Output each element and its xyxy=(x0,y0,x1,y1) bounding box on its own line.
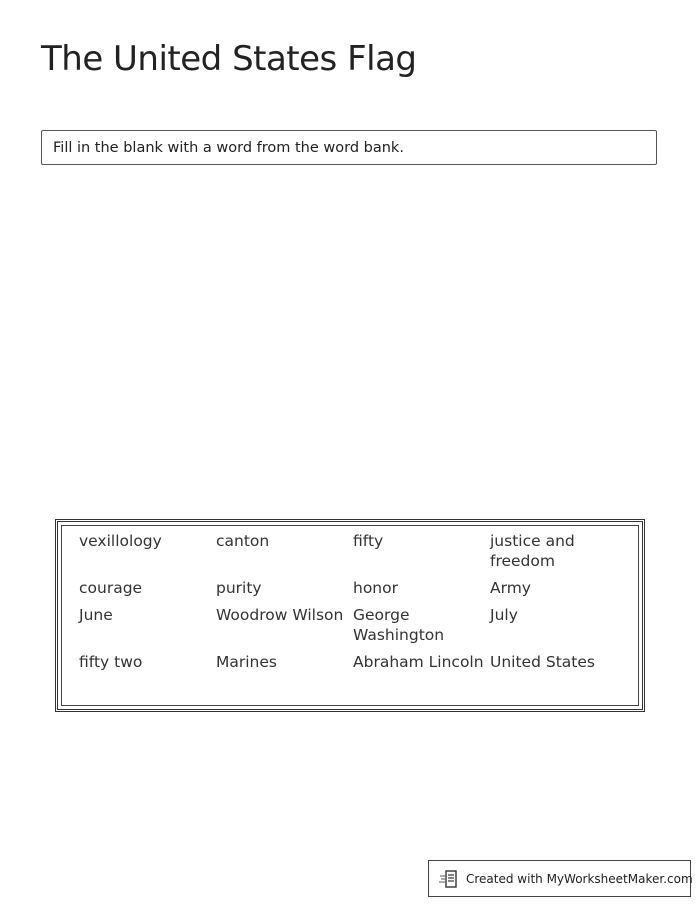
instructions-text: Fill in the blank with a word from the word bank. xyxy=(53,139,404,156)
worksheet-maker-logo-icon xyxy=(438,868,460,890)
word-bank-item: courage xyxy=(79,579,143,597)
word-bank-item: June xyxy=(79,606,113,624)
instructions-box xyxy=(41,130,657,165)
word-bank-item: Woodrow Wilson xyxy=(216,606,344,624)
word-bank-item: vexillology xyxy=(79,532,162,550)
word-bank-item: Marines xyxy=(216,653,277,671)
created-with-badge[interactable] xyxy=(428,860,691,897)
word-bank-item: July xyxy=(490,606,518,624)
word-bank-grid xyxy=(79,531,629,672)
word-bank-item: United States xyxy=(490,653,595,671)
word-bank-item: purity xyxy=(216,579,262,597)
word-bank-item: canton xyxy=(216,532,270,550)
page-title: The United States Flag xyxy=(41,39,417,79)
word-bank xyxy=(55,519,645,712)
word-bank-item: justice and freedom xyxy=(490,532,575,570)
word-bank-item: Abraham Lincoln xyxy=(353,653,484,671)
word-bank-item: honor xyxy=(353,579,398,597)
word-bank-item: fifty xyxy=(353,532,384,550)
word-bank-item: Army xyxy=(490,579,531,597)
created-with-credit[interactable]: Created with MyWorksheetMaker.com xyxy=(466,871,693,886)
word-bank-item: George Washington xyxy=(353,606,445,644)
word-bank-item: fifty two xyxy=(79,653,143,671)
